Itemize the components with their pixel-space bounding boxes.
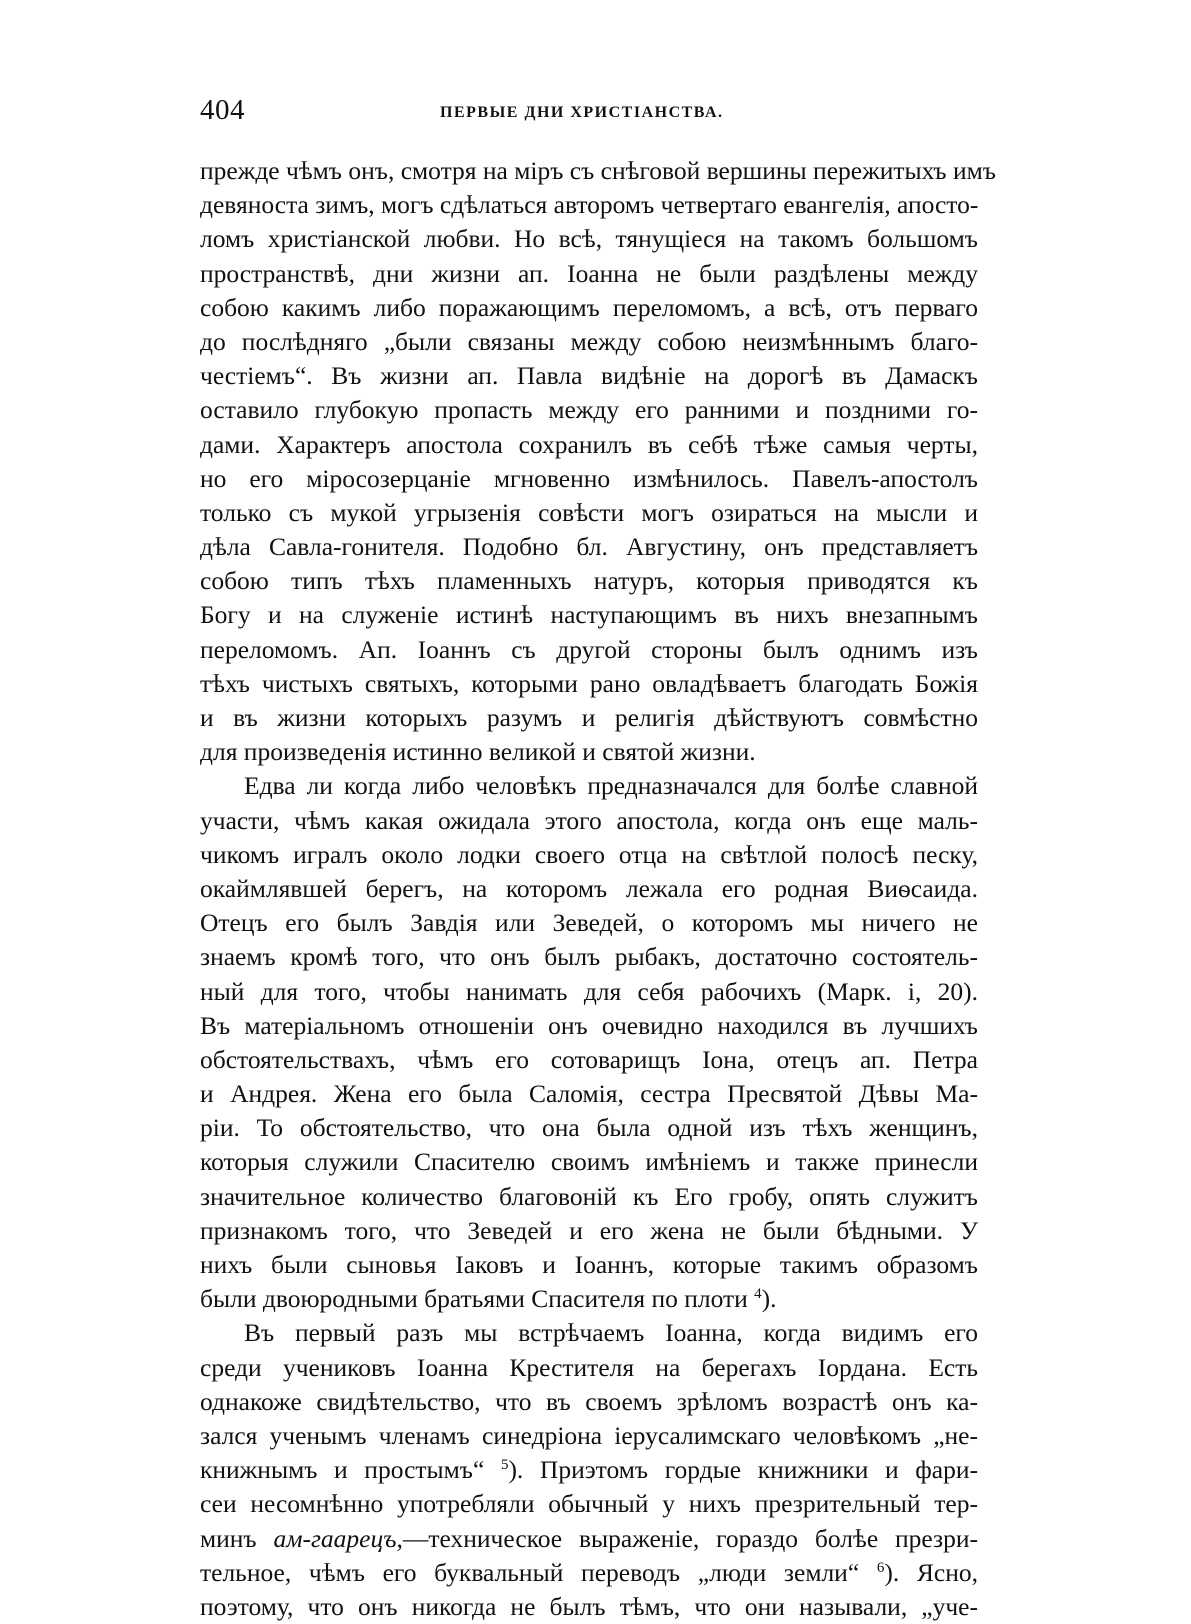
text-segment: книжнымъ и простымъ“ bbox=[200, 1455, 501, 1485]
running-title: ПЕРВЫЕ ДНИ ХРИСТІАНСТВА. bbox=[440, 104, 724, 121]
text-line: ломъ христіанской любви. Но всѣ, тянущіеся на такомъ большомъ bbox=[200, 224, 978, 254]
text-line: но его міросозерцаніе мгновенно измѣнилось. Павелъ-апостолъ bbox=[200, 463, 978, 493]
paragraph-1 bbox=[200, 154, 996, 769]
text-line bbox=[200, 1282, 978, 1316]
text-line: поэтому, что онъ никогда не былъ тѣмъ, что они называли, „уче- bbox=[200, 1591, 978, 1621]
text-segment: ). bbox=[761, 1284, 777, 1314]
text-line: до послѣдняго „были связаны между собою неизмѣннымъ благо- bbox=[200, 326, 978, 356]
page-number: 404 bbox=[200, 94, 245, 126]
text-line: оставило глубокую пропасть между его ранними и поздними го- bbox=[200, 395, 978, 425]
text-line bbox=[200, 1556, 978, 1590]
text-segment: минъ bbox=[200, 1523, 274, 1553]
italic-term: ам-гаарецъ bbox=[273, 1523, 397, 1553]
text-line: Едва ли когда либо человѣкъ предназначался для болѣе славной bbox=[244, 771, 978, 801]
text-line: прежде чѣмъ онъ, смотря на міръ съ снѣговой вершины пережитыхъ имъ bbox=[200, 156, 996, 185]
text-line: однакоже свидѣтельство, что въ своемъ зрѣломъ возрастѣ онъ ка- bbox=[200, 1386, 978, 1416]
footnote-ref: 6 bbox=[876, 1559, 885, 1576]
body-text bbox=[200, 154, 996, 1624]
text-line: ный для того, чтобы нанимать для себя рабочихъ (Марк. і, 20). bbox=[200, 976, 978, 1006]
text-line: знаемъ кромѣ того, что онъ былъ рыбакъ, достаточно состоятель- bbox=[200, 942, 978, 972]
footnote-ref: 5 bbox=[500, 1457, 509, 1474]
text-line: зался ученымъ членамъ синедріона іерусалимскаго человѣкомъ „не- bbox=[200, 1420, 978, 1450]
text-line: чикомъ игралъ около лодки своего отца на свѣтлой полосѣ песку, bbox=[200, 839, 978, 869]
text-line: признакомъ того, что Зеведей и его жена не были бѣдными. У bbox=[200, 1215, 978, 1245]
text-line: для произведенія истинно великой и святой жизни. bbox=[200, 737, 756, 767]
text-line: нихъ были сыновья Іаковъ и Іоаннъ, которые такимъ образомъ bbox=[200, 1250, 978, 1279]
text-segment: тельное, чѣмъ его буквальный переводъ „люди земли“ bbox=[200, 1557, 877, 1587]
text-line: и въ жизни которыхъ разумъ и религія дѣйствуютъ совмѣстно bbox=[200, 703, 978, 732]
text-line: обстоятельствахъ, чѣмъ его сотоварищъ Іона, отецъ ап. Петра bbox=[200, 1044, 978, 1074]
text-segment: были двоюродными братьями Спасителя по плоти bbox=[200, 1284, 748, 1314]
text-line: только съ мукой угрызенія совѣсти могъ озираться на мысли и bbox=[200, 497, 978, 527]
text-line bbox=[200, 1522, 978, 1556]
text-line: девяноста зимъ, могъ сдѣлаться авторомъ четвертаго евангелія, апосто- bbox=[200, 190, 979, 220]
text-line: дѣла Савла-гонителя. Подобно бл. Августину, онъ представляетъ bbox=[200, 532, 978, 562]
text-segment: ). Приэтомъ гордые книжники и фари- bbox=[508, 1455, 978, 1485]
text-line: Въ первый разъ мы встрѣчаемъ Іоанна, когда видимъ его bbox=[244, 1318, 978, 1348]
text-line: сеи несомнѣнно употребляли обычный у нихъ презрительный тер- bbox=[200, 1489, 978, 1519]
footnote-ref: 4 bbox=[754, 1286, 762, 1303]
text-line: собою какимъ либо поражающимъ переломомъ, а всѣ, отъ перваго bbox=[200, 292, 978, 322]
text-line: и Андрея. Жена его была Саломія, сестра Пресвятой Дѣвы Ма- bbox=[200, 1079, 978, 1109]
text-line: которыя служили Спасителю своимъ имѣніемъ и также принесли bbox=[200, 1147, 978, 1177]
paragraph-2 bbox=[200, 769, 978, 1316]
text-line: окаймлявшей берегъ, на которомъ лежала его родная Виѳсаида. bbox=[200, 873, 978, 903]
text-line: пространствѣ, дни жизни ап. Іоанна не были раздѣлены между bbox=[200, 258, 978, 288]
page-header bbox=[200, 94, 980, 134]
text-line: участи, чѣмъ какая ожидала этого апостола, когда онъ еще маль- bbox=[200, 805, 978, 835]
text-line: собою типъ тѣхъ пламенныхъ натуръ, которыя приводятся къ bbox=[200, 566, 978, 596]
text-segment: ,—техническое выраженіе, гораздо болѣе презри- bbox=[396, 1523, 978, 1553]
text-line: Въ матеріальномъ отношеніи онъ очевидно находился въ лучшихъ bbox=[200, 1010, 978, 1040]
text-line: Богу и на служеніе истинѣ наступающимъ въ нихъ внезапнымъ bbox=[200, 600, 978, 630]
text-line: среди учениковъ Іоанна Крестителя на берегахъ Іордана. Есть bbox=[200, 1352, 978, 1382]
paragraph-3 bbox=[200, 1316, 978, 1624]
text-line: переломомъ. Ап. Іоаннъ съ другой стороны былъ однимъ изъ bbox=[200, 634, 978, 664]
text-line: честіемъ“. Въ жизни ап. Павла видѣніе на дорогѣ въ Дамаскъ bbox=[200, 361, 978, 391]
text-line: значительное количество благовоній къ Его гробу, опять служитъ bbox=[200, 1181, 978, 1211]
text-line: тѣхъ чистыхъ святыхъ, которыми рано овладѣваетъ благодать Божія bbox=[200, 668, 978, 698]
text-line: ріи. То обстоятельство, что она была одной изъ тѣхъ женщинъ, bbox=[200, 1113, 978, 1143]
text-line: Отецъ его былъ Завдія или Зеведей, о которомъ мы ничего не bbox=[200, 908, 978, 938]
text-line bbox=[200, 1453, 978, 1487]
text-line: дами. Характеръ апостола сохранилъ въ себѣ тѣже самыя черты, bbox=[200, 429, 978, 459]
text-segment: ). Ясно, bbox=[884, 1557, 979, 1587]
